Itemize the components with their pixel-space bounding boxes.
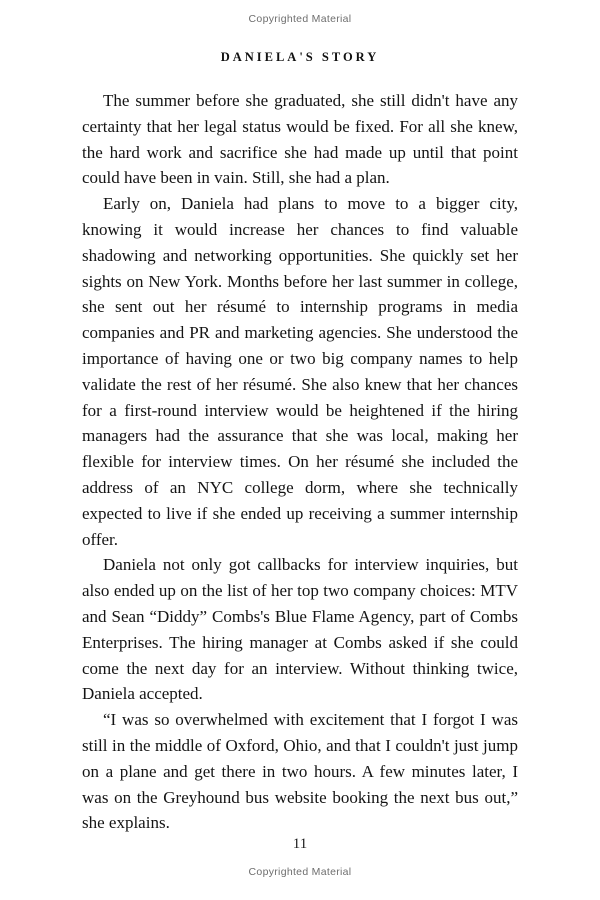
copyright-notice-bottom: Copyrighted Material [248, 866, 352, 878]
page-number: 11 [292, 836, 308, 852]
chapter-header: DANIELA'S STORY [220, 50, 380, 64]
body-text [82, 88, 518, 836]
paragraph-3: Daniela not only got callbacks for interview inquiries, but also ended up on the list of her top two company choices: MTV and Sean “Diddy” Combs's Blue Flame Agency, part of Combs Enterprises. The hiring manager at Combs asked if she could come the next day for an interview. Without thinking twice, Daniela accepted. [82, 555, 518, 704]
paragraph-4: “I was so overwhelmed with excitement that I forgot I was still in the middle of Oxford, Ohio, and that I couldn't just jump on a plane and get there in two hours. A few minutes later, I was on the Greyhound bus website booking the next bus out,” she explains. [82, 710, 518, 833]
paragraph-1: The summer before she graduated, she still didn't have any certainty that her legal status would be fixed. For all she knew, the hard work and sacrifice she had made up until that point could have been in vain. Still, she had a plan. [82, 91, 518, 188]
paragraph-2: Early on, Daniela had plans to move to a bigger city, knowing it would increase her chances to find valuable shadowing and networking opportunities. She quickly set her sights on New York. Months before her last summer in college, she sent out her résumé to internship programs in media companies and PR and marketing agencies. She understood the importance of having one or two big company names to help validate the rest of her résumé. She also knew that her chances for a first-round interview would be heightened if the hiring managers had the assurance that she was local, making her flexible for interview times. On her résumé she included the address of an NYC college dorm, where she technically expected to live if she ended up receiving a summer internship offer. [82, 194, 518, 549]
copyright-notice-top: Copyrighted Material [248, 13, 352, 25]
